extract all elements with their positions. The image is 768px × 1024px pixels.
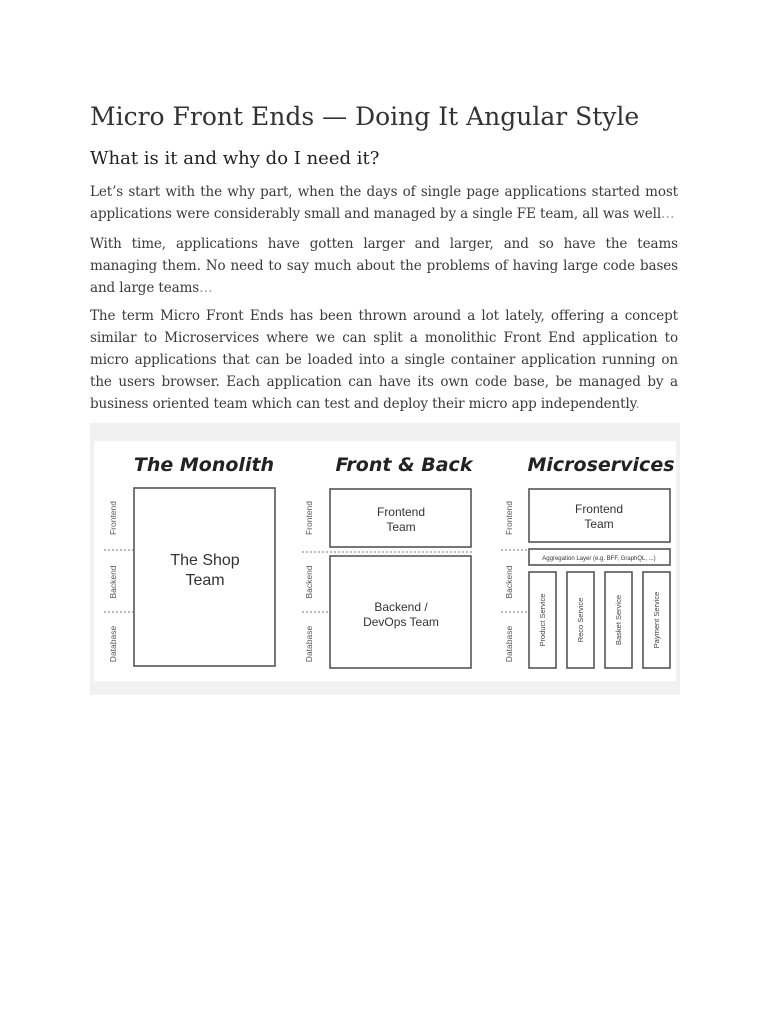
- fb-backend-label: DevOps Team: [363, 615, 439, 629]
- paragraph-ellipsis: …: [199, 280, 213, 296]
- section-subtitle: What is it and why do I need it?: [90, 148, 380, 169]
- monolith-team-label: The Shop: [170, 552, 240, 569]
- layer-label-backend: Backend: [304, 565, 314, 599]
- layer-label-database: Database: [304, 625, 314, 663]
- paragraph-ellipsis: .: [635, 396, 640, 412]
- page-title: Micro Front Ends — Doing It Angular Style: [90, 102, 640, 131]
- layer-label-backend: Backend: [504, 565, 514, 599]
- paragraph-growth: [90, 233, 678, 299]
- front-back-heading: Front & Back: [335, 454, 473, 476]
- ms-frontend-label: Team: [584, 517, 614, 531]
- layer-label-frontend: Frontend: [108, 500, 118, 536]
- monolith-team-label: Team: [185, 572, 225, 589]
- ms-frontend-label: Frontend: [574, 502, 624, 516]
- layer-label-backend: Backend: [108, 565, 118, 599]
- fb-frontend-label: Team: [386, 520, 416, 534]
- paragraph-text: Let’s start with the why part, when the days of single page applications started most applications were considerably small and managed by a single FE team, all was well: [90, 184, 678, 222]
- paragraph-ellipsis: …: [661, 206, 675, 222]
- diagram-svg: [94, 441, 676, 681]
- paragraph-why: [90, 181, 678, 225]
- layer-label-database: Database: [108, 625, 118, 663]
- ms-service-label: Product Service: [538, 593, 547, 647]
- fb-frontend-label: Frontend: [376, 505, 426, 519]
- layer-label-frontend: Frontend: [504, 500, 514, 536]
- monolith-heading: The Monolith: [133, 454, 275, 476]
- paragraph-micro-frontends: [90, 305, 678, 415]
- layer-label-frontend: Frontend: [304, 500, 314, 536]
- architecture-diagram: [94, 441, 676, 681]
- ms-service-label: Reco Service: [576, 597, 585, 643]
- paragraph-text: The term Micro Front Ends has been thrown around a lot lately, offering a concept similar to Microservices where we can split a monolithic Front End application to micro applications that can be loaded into a single container application running on the users browser. Each application can have its own code base, be managed by a business oriented team which can test and deploy their micro app independently: [90, 308, 678, 412]
- ms-service-label: Basket Service: [614, 594, 623, 646]
- paragraph-text: With time, applications have gotten larger and larger, and so have the teams managing them. No need to say much about the problems of having large code bases and large teams: [90, 236, 678, 296]
- microservices-heading: Microservices: [527, 454, 675, 476]
- architecture-figure: [90, 423, 680, 695]
- ms-aggregation-label: Aggregation Layer (e.g. BFF, GraphQL, ...): [542, 556, 656, 562]
- layer-label-database: Database: [504, 625, 514, 663]
- fb-backend-label: Backend /: [374, 600, 428, 614]
- ms-service-label: Payment Service: [652, 591, 661, 649]
